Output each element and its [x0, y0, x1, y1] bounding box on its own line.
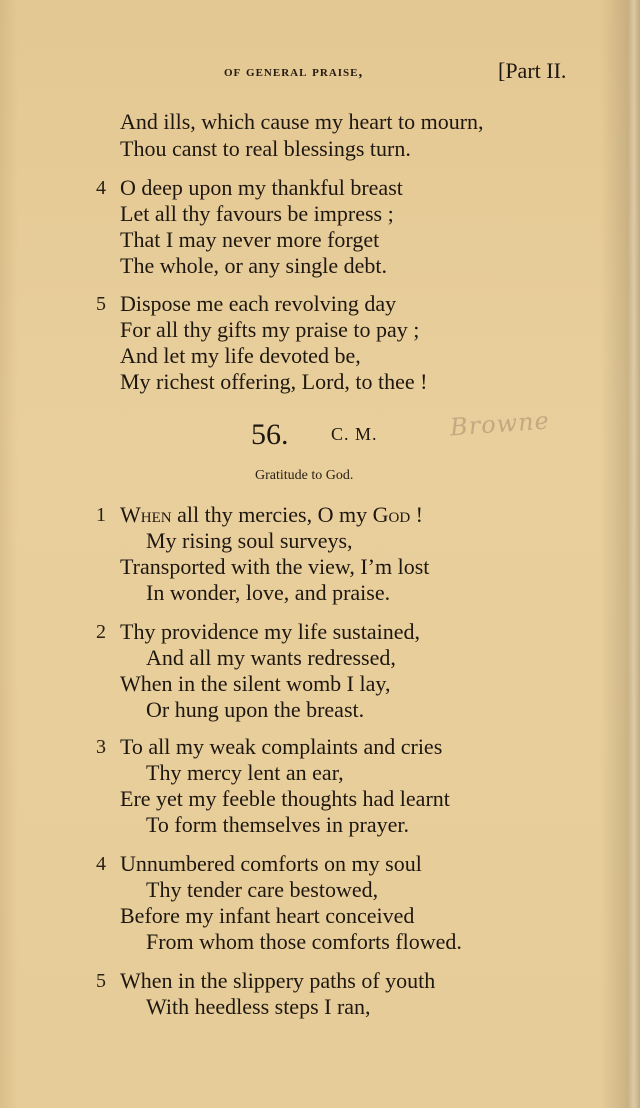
hymn-title: Gratitude to God. — [255, 468, 354, 483]
hymn-meter: C. M. — [331, 424, 378, 444]
verse-line: That I may never more forget — [120, 227, 380, 252]
verse-line: The whole, or any single debt. — [120, 253, 387, 278]
verse-line: Thy mercy lent an ear, — [146, 760, 344, 785]
handwritten-annotation: Browne — [449, 406, 551, 442]
verse-number: 4 — [96, 177, 106, 199]
verse-line: To all my weak complaints and cries — [120, 734, 443, 759]
verse-number: 3 — [96, 736, 106, 758]
running-head-title: of general praise, — [224, 64, 364, 80]
verse-line: To form themselves in prayer. — [146, 812, 410, 837]
verse-line: And let my life devoted be, — [120, 343, 361, 368]
verse-line: And ills, which cause my heart to mourn, — [120, 109, 484, 134]
verse-number: 5 — [96, 293, 106, 315]
verse-line: My richest offering, Lord, to thee ! — [120, 369, 428, 394]
verse-number: 2 — [96, 621, 106, 643]
verse-line-text: all thy mercies, O my — [171, 502, 373, 527]
verse-line-end: ! — [410, 502, 423, 527]
verse-line: In wonder, love, and praise. — [146, 580, 391, 605]
verse-line: Unnumbered comforts on my soul — [120, 851, 422, 876]
verse-number: 5 — [96, 970, 106, 992]
verse-line: Transported with the view, I’m lost — [120, 554, 430, 579]
hymn-number: 56. — [251, 418, 289, 451]
verse-line: Ere yet my feeble thoughts had learnt — [120, 786, 450, 811]
god-smallcaps: God — [372, 502, 411, 527]
verse-line: From whom those comforts flowed. — [146, 929, 462, 954]
verse-line: Thou canst to real blessings turn. — [120, 136, 411, 161]
verse-line: Or hung upon the breast. — [146, 697, 365, 722]
running-head — [0, 60, 640, 90]
verse-line: And all my wants redressed, — [146, 645, 396, 670]
verse-line: My rising soul surveys, — [146, 528, 353, 553]
first-word-smallcaps: When — [120, 502, 172, 527]
verse-line: Let all thy favours be impress ; — [120, 201, 394, 226]
verse-line: For all thy gifts my praise to pay ; — [120, 317, 420, 342]
verse-line: With heedless steps I ran, — [146, 994, 371, 1019]
verse-line: Before my infant heart conceived — [120, 903, 415, 928]
verse-line: When in the silent womb I lay, — [120, 671, 391, 696]
verse-line — [120, 502, 423, 528]
verse-number: 1 — [96, 504, 106, 526]
running-head-part: [Part II. — [498, 58, 567, 83]
verse-line: O deep upon my thankful breast — [120, 175, 403, 200]
verse-number: 4 — [96, 853, 106, 875]
verse-line: Thy tender care bestowed, — [146, 877, 379, 902]
verse-line: Dispose me each revolving day — [120, 291, 397, 316]
verse-line: Thy providence my life sustained, — [120, 619, 420, 644]
verse-line: When in the slippery paths of youth — [120, 968, 436, 993]
